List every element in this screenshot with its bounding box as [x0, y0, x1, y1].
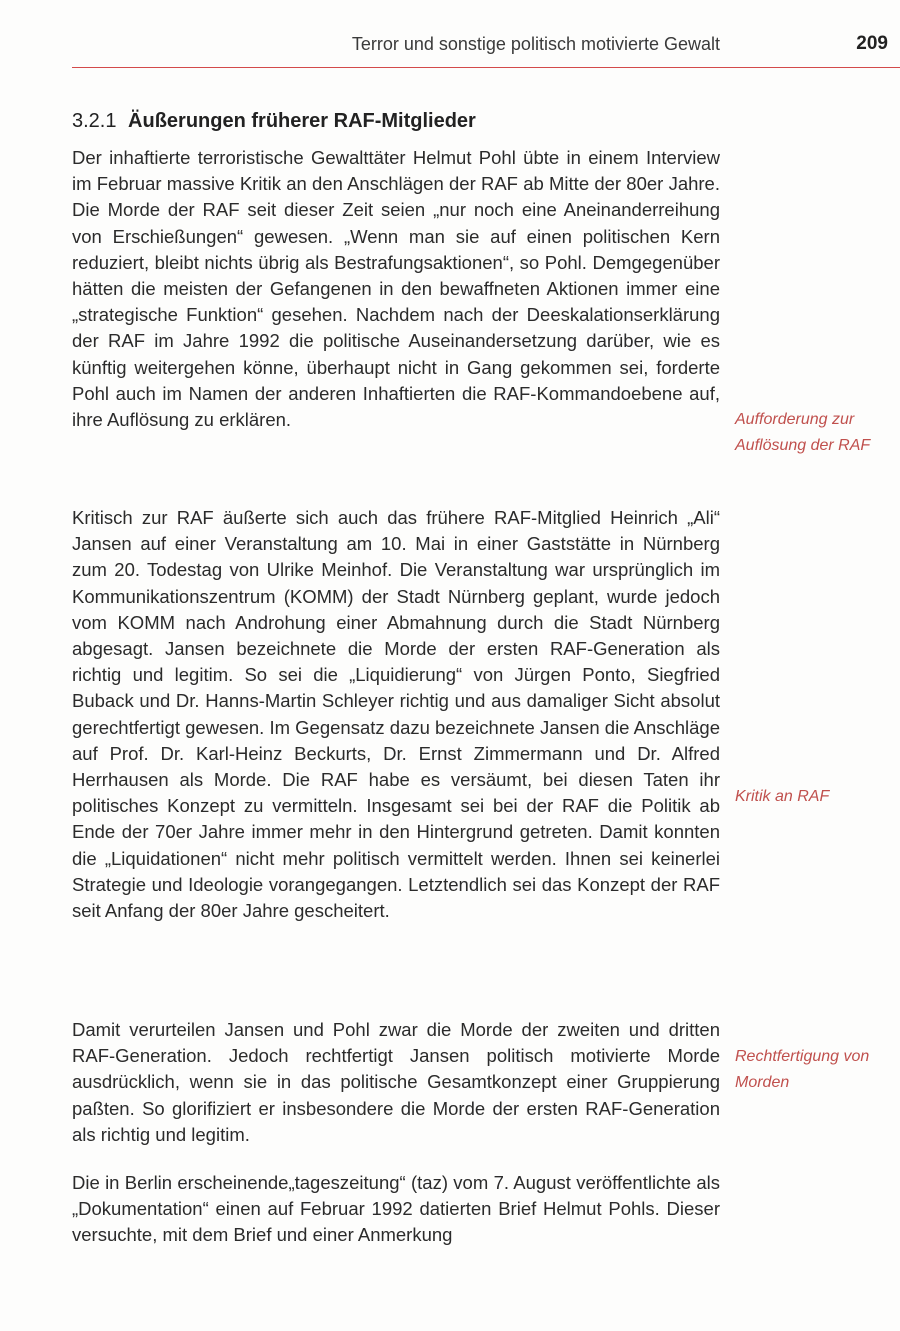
- section-heading: [72, 110, 476, 133]
- paragraph-2: Kritisch zur RAF äußerte sich auch das frühere RAF-Mitglied Heinrich „Ali“ Jansen auf einer Veranstaltung am 10. Mai in einer Gaststätte in Nürnberg zum 20. Todestag von Ulrike Meinhof. Die Veranstaltung war ursprünglich im Kommunikationszentrum (KOMM) der Stadt Nürnberg geplant, wurde jedoch vom KOMM nach Androhung einer Abmahnung durch die Stadt Nürnberg abgesagt. Jansen bezeichnete die Morde der ersten RAF-Generation als richtig und legitim. So sei die „Liquidierung“ von Jürgen Ponto, Siegfried Buback und Dr. Hanns-Martin Schleyer richtig und aus damaliger Sicht absolut gerechtfertigt gewesen. Im Gegensatz dazu bezeichnete Jansen die Anschläge auf Prof. Dr. Karl-Heinz Beckurts, Dr. Ernst Zimmermann und Dr. Alfred Herrhausen als Morde. Die RAF habe es versäumt, bei diesen Taten ihr politisches Konzept zu vermitteln. Insgesamt sei bei der RAF die Politik ab Ende der 70er Jahre immer mehr in den Hintergrund getreten. Damit konnten die „Liquidationen“ nicht mehr politisch vermittelt werden. Ihnen sei keinerlei Strategie und Ideologie vorangegangen. Letztendlich sei das Konzept der RAF seit Anfang der 80er Jahre gescheitert.: [72, 507, 720, 922]
- header-rule: [72, 67, 900, 68]
- margin-note-aufforderung: Aufforderung zur Auflösung der RAF: [735, 411, 871, 454]
- section-number: 3.2.1: [72, 110, 117, 132]
- paragraph-1: Der inhaftierte terroristische Gewalttäter Helmut Pohl übte in einem Interview im Februar massive Kritik an den Anschlägen der RAF ab Mitte der 80er Jahre. Die Morde der RAF seit dieser Zeit seien „nur noch eine Aneinanderreihung von Erschießungen“ gewesen. „Wenn man sie auf einen politischen Kern reduziert, bleibt nichts übrig als Bestrafungsaktionen“, so Pohl. Demgegenüber hätten die meisten der Gefangenen in den bewaffneten Aktionen immer eine „strategische Funktion“ gesehen. Nachdem nach der Deeskalationserklärung der RAF im Jahre 1992 die politische Auseinandersetzung darüber, wie es künftig weitergehen könne, überhaupt nicht in Gang gekommen sei, forderte Pohl auch im Namen der anderen Inhaftierten die RAF-Kommandoebene auf, ihre Auflösung zu erklären.: [72, 147, 720, 431]
- margin-note-kritik: Kritik an RAF: [735, 788, 830, 805]
- paragraph-4: Die in Berlin erscheinende„tageszeitung“ (taz) vom 7. August veröffentlichte als „Dokumentation“ einen auf Februar 1992 datierten Brief Helmut Pohls. Dieser versuchte, mit dem Brief und einer Anmerkung: [72, 1172, 720, 1246]
- page-number: 209: [856, 33, 888, 54]
- margin-note-rechtfertigung: Rechtfertigung von Morden: [735, 1048, 870, 1091]
- section-title: Äußerungen früherer RAF-Mitglieder: [128, 110, 476, 132]
- paragraph-3: Damit verurteilen Jansen und Pohl zwar die Morde der zweiten und dritten RAF-Generation. Jedoch rechtfertigt Jansen politisch motivierte Morde ausdrücklich, wenn sie in das politische Gesamtkonzept einer Gruppierung paßten. So glorifiziert er insbesondere die Morde der ersten RAF-Generation als richtig und legitim.: [72, 1019, 720, 1145]
- running-title: Terror und sonstige politisch motivierte Gewalt: [351, 34, 720, 54]
